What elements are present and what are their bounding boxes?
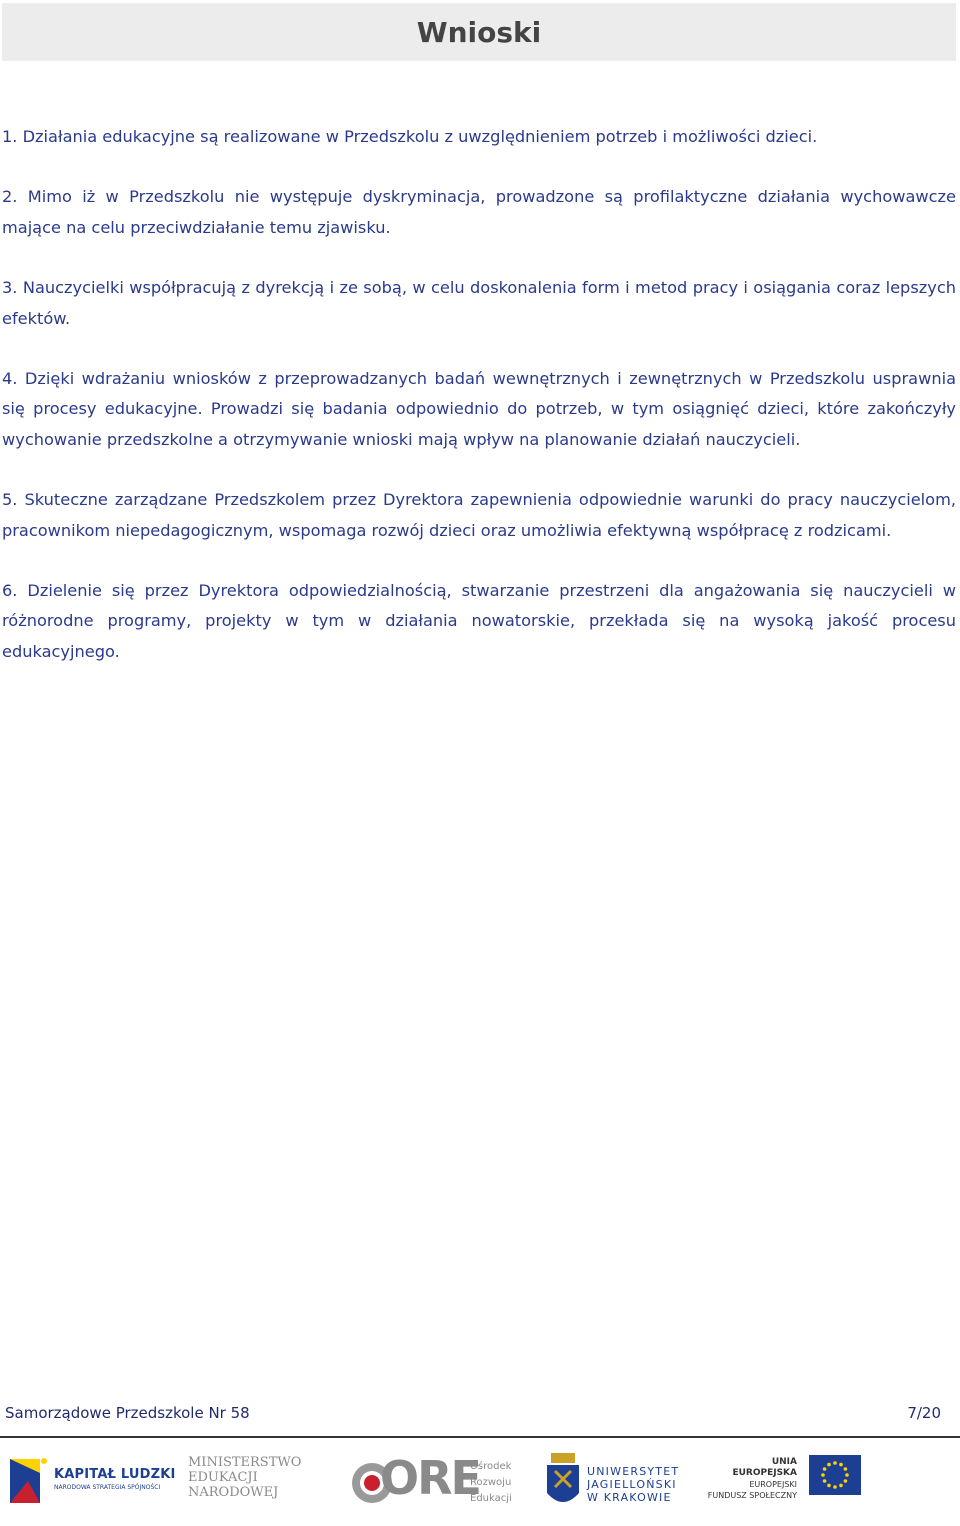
ore-line-2: Rozwoju [470, 1477, 512, 1488]
eu-line-2: EUROPEJSKI [749, 1480, 797, 1489]
men-line-1: MINISTERSTWO [188, 1455, 302, 1470]
eu-flag-icon [809, 1455, 861, 1495]
conclusion-item-4: 4. Dzięki wdrażaniu wniosków z przeprowadzanych badań wewnętrznych i zewnętrznych w Przedszkolu usprawnia się procesy edukacyjne. Prowadzi się badania odpowiednio do potrzeb, w tym osiągnięć dzieci, które zakończyły wychowanie przedszkolne a otrzymywanie wnioski mają wpływ na planowanie działań nauczycieli. [2, 369, 956, 449]
page-title: Wnioski [416, 15, 542, 49]
men-line-2: EDUKACJI [188, 1470, 258, 1485]
conclusion-item-6: 6. Dzielenie się przez Dyrektora odpowiedzialnością, stwarzanie przestrzeni dla angażowania się nauczycieli w różnorodne programy, projekty w tym w działania nowatorskie, przekłada się na wysoką jakość procesu edukacyjnego. [2, 581, 956, 661]
eu-logo [705, 1445, 865, 1515]
uj-line-2: JAGIELLOŃSKI [587, 1478, 677, 1491]
kapital-ludzki-sub: NARODOWA STRATEGIA SPÓJNOŚCI [54, 1484, 161, 1491]
footer-divider [0, 1436, 960, 1438]
men-logo [188, 1445, 318, 1515]
ore-mark: ORE [380, 1451, 480, 1505]
logo-strip [0, 1445, 960, 1520]
uj-logo [545, 1445, 685, 1515]
page-number: 7/20 [907, 1404, 941, 1422]
ore-line-1: Ośrodek [470, 1461, 512, 1472]
footer-institution: Samorządowe Przedszkole Nr 58 [5, 1404, 250, 1422]
uj-line-3: W KRAKOWIE [587, 1491, 672, 1504]
conclusion-item-5: 5. Skuteczne zarządzane Przedszkolem przez Dyrektora zapewnienia odpowiednie warunki do pracy nauczycielom, pracownikom niepedagogicznym, wspomaga rozwój dzieci oraz umożliwia efektywną współpracę z rodzicami. [2, 490, 956, 540]
conclusion-item-2: 2. Mimo iż w Przedszkolu nie występuje dyskryminacja, prowadzone są profilaktyczne działania wychowawcze mające na celu przeciwdziałanie temu zjawisku. [2, 187, 956, 237]
kapital-ludzki-logo [8, 1445, 178, 1515]
kapital-ludzki-name: KAPITAŁ LUDZKI [54, 1467, 176, 1482]
page-footer [5, 1404, 941, 1428]
conclusion-item-1: 1. Działania edukacyjne są realizowane w Przedszkolu z uwzględnieniem potrzeb i możliwości dzieci. [2, 127, 818, 146]
conclusions-list [2, 122, 956, 697]
eu-line-1: UNIA EUROPEJSKA [732, 1457, 797, 1478]
title-bar [2, 3, 956, 61]
ore-logo [350, 1445, 520, 1515]
uj-crest-icon [545, 1453, 581, 1511]
eu-line-3: FUNDUSZ SPOŁECZNY [707, 1491, 797, 1500]
men-line-3: NARODOWEJ [188, 1485, 279, 1500]
kapital-ludzki-icon [8, 1451, 50, 1506]
ore-line-3: Edukacji [470, 1493, 512, 1504]
uj-line-1: UNIWERSYTET [587, 1465, 680, 1478]
conclusion-item-3: 3. Nauczycielki współpracują z dyrekcją i ze sobą, w celu doskonalenia form i metod pracy i osiągania coraz lepszych efektów. [2, 278, 956, 328]
